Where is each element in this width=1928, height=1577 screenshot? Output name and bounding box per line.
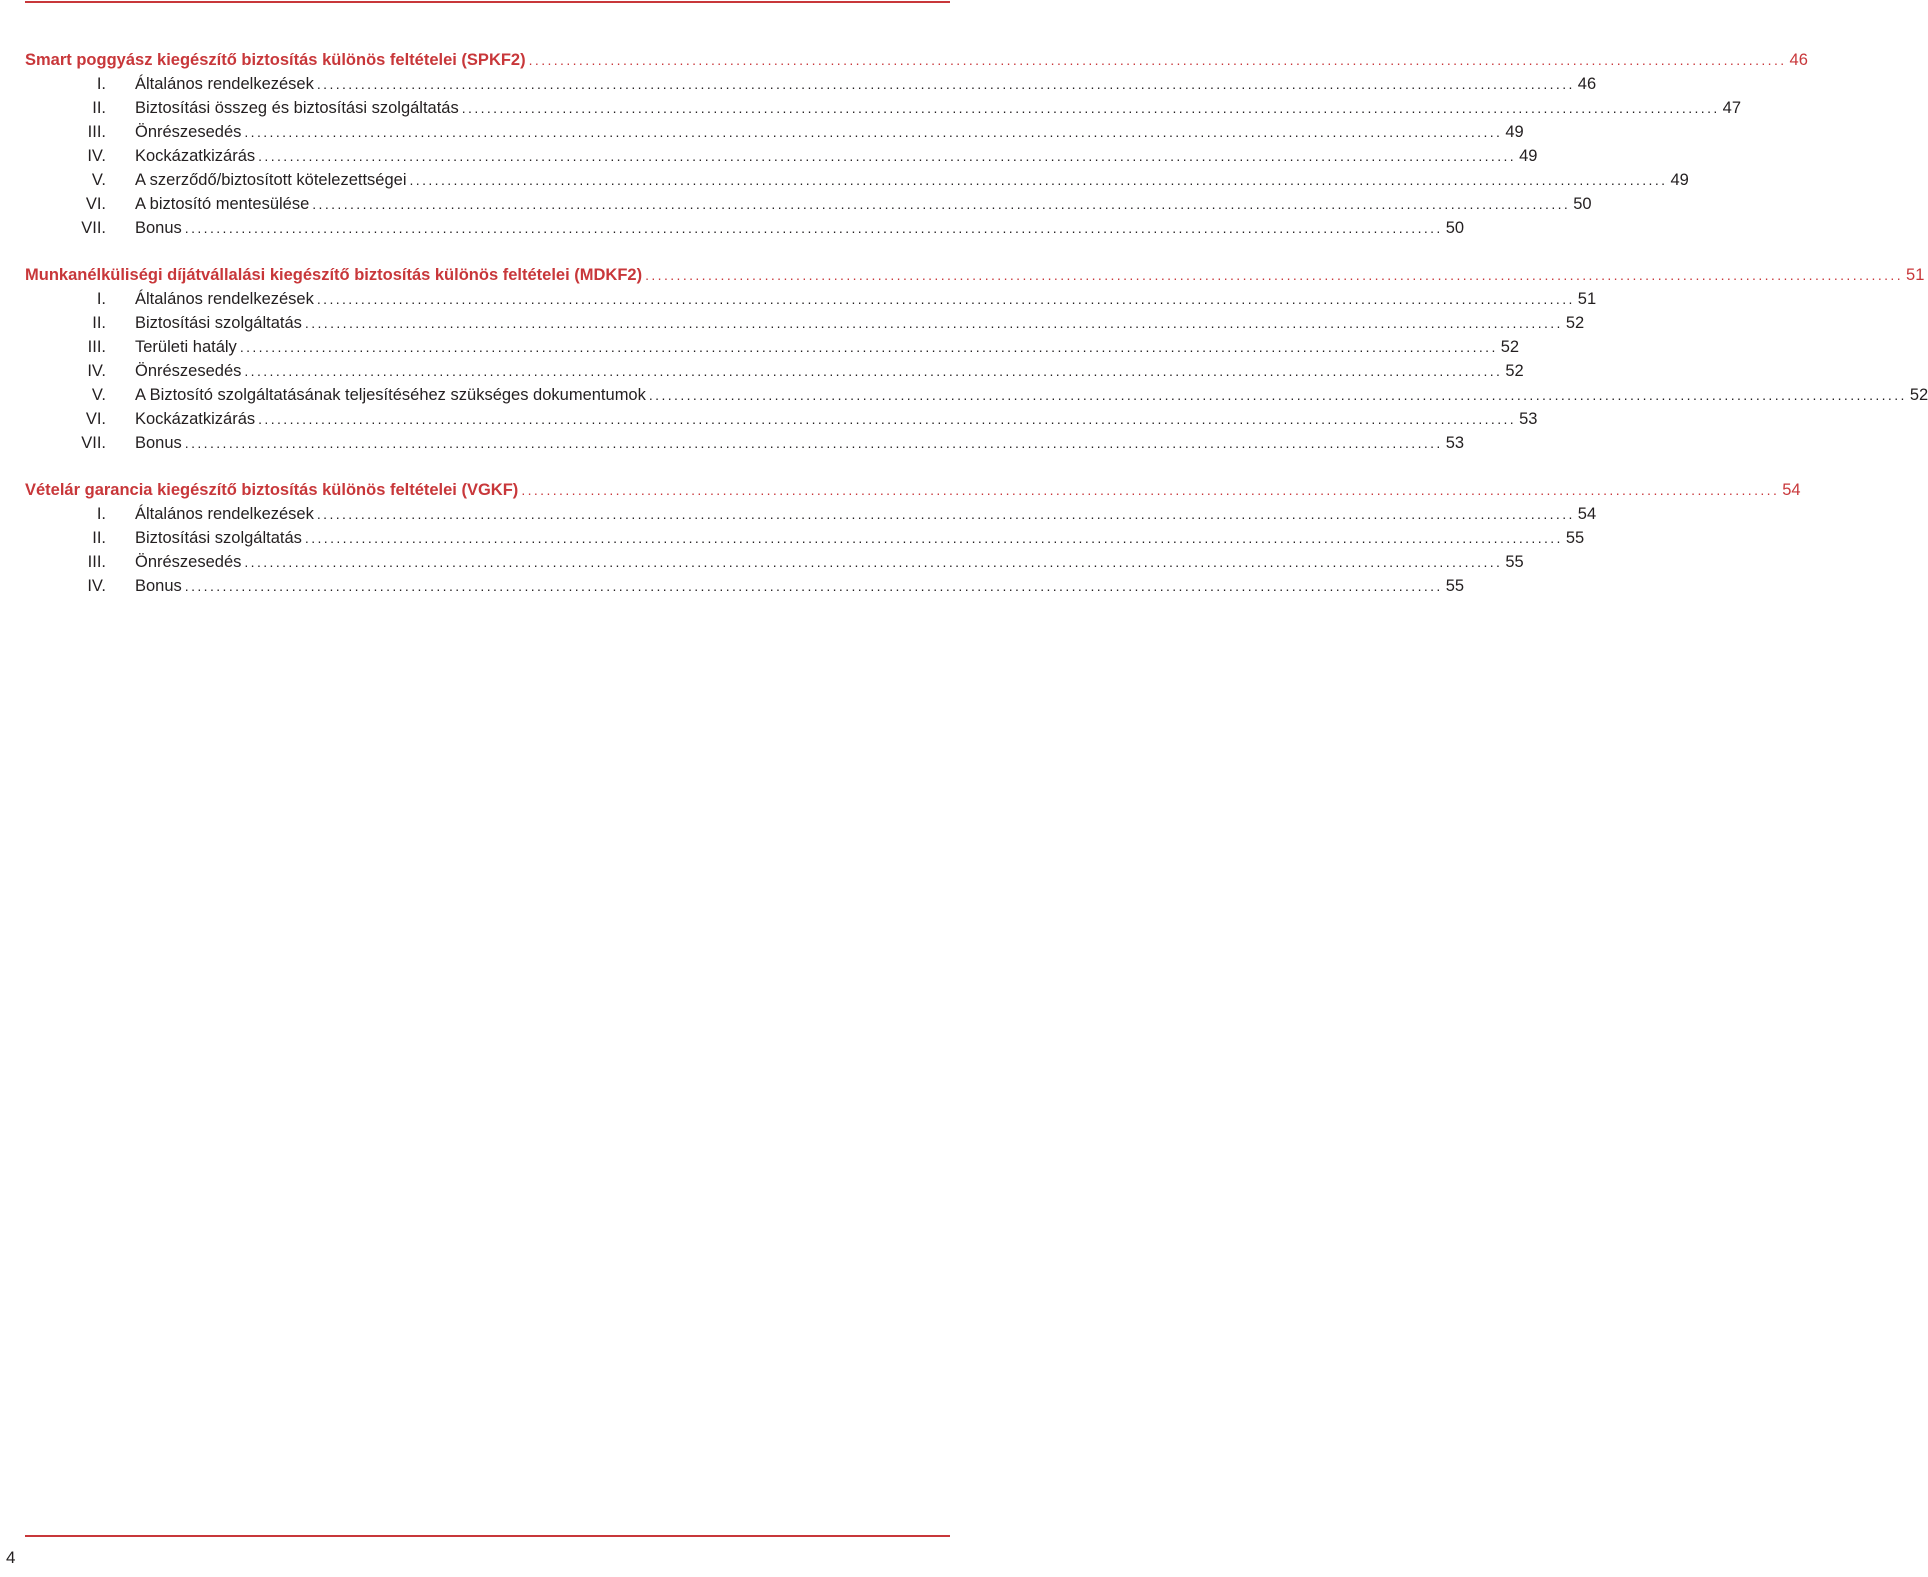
- toc-item-numeral: V.: [91, 386, 106, 404]
- toc-page-number: 52: [1505, 362, 1524, 380]
- toc-page-number: 54: [1577, 505, 1597, 523]
- toc-item[interactable]: [25, 431, 1465, 455]
- page-number: 4: [6, 1548, 16, 1567]
- toc-item[interactable]: [25, 287, 1597, 311]
- toc-item-label: Általános rendelkezések: [135, 505, 314, 523]
- toc-section-heading[interactable]: [25, 48, 1808, 72]
- toc-page-number: 51: [1577, 290, 1597, 308]
- top-rule: [25, 1, 950, 3]
- toc-item-label: A biztosító mentesülése: [135, 195, 310, 213]
- toc-item-numeral: I.: [96, 75, 106, 93]
- toc-item-numeral: IV.: [87, 147, 106, 165]
- toc-page-number: 46: [1577, 75, 1597, 93]
- toc-page-number: 53: [1519, 410, 1538, 428]
- leader-dots: ........................................................................................................................................................................................................: [316, 76, 1575, 92]
- toc-item-label: Bonus: [135, 434, 182, 452]
- toc-section-title: Vételár garancia kiegészítő biztosítás különös feltételei (VGKF): [25, 481, 519, 499]
- toc-section-vgkf: [25, 478, 1801, 598]
- toc-item-label: Általános rendelkezések: [135, 290, 314, 308]
- leader-dots: ........................................................................................................................................................................................................: [184, 220, 1443, 236]
- toc-item[interactable]: [25, 335, 1520, 359]
- leader-dots: ........................................................................................................................................................................................................: [184, 435, 1443, 451]
- toc-item[interactable]: [25, 192, 1592, 216]
- toc-item[interactable]: [25, 168, 1689, 192]
- leader-dots: ........................................................................................................................................................................................................: [244, 554, 1503, 570]
- toc-section-title: Munkanélküliségi díjátvállalási kiegészítő biztosítás különös feltételei (MDKF2): [25, 266, 643, 284]
- toc-page-number: 47: [1722, 99, 1742, 117]
- toc-item[interactable]: [25, 526, 1585, 550]
- toc-page-number: 49: [1519, 147, 1538, 165]
- leader-dots: ........................................................................................................................................................................................................: [244, 124, 1503, 140]
- toc-item-numeral: I.: [96, 290, 106, 308]
- leader-dots: ........................................................................................................................................................................................................: [648, 387, 1907, 403]
- toc-item[interactable]: [25, 216, 1465, 240]
- toc-item[interactable]: [25, 550, 1524, 574]
- toc-item-label: A Biztosító szolgáltatásának teljesítéséhez szükséges dokumentumok: [135, 386, 646, 404]
- leader-dots: ........................................................................................................................................................................................................: [316, 291, 1575, 307]
- toc-item[interactable]: [25, 311, 1585, 335]
- toc-page-number: 49: [1670, 171, 1689, 189]
- toc-item-numeral: VII.: [81, 434, 106, 452]
- leader-dots: ........................................................................................................................................................................................................: [304, 315, 1563, 331]
- toc-item-label: Bonus: [135, 577, 182, 595]
- leader-dots: ........................................................................................................................................................................................................: [409, 172, 1668, 188]
- toc-item-label: Bonus: [135, 219, 182, 237]
- toc-item-numeral: I.: [96, 505, 106, 523]
- toc-item-label: Önrészesedés: [135, 123, 242, 141]
- toc-item-numeral: V.: [91, 171, 106, 189]
- toc-item-label: Biztosítási összeg és biztosítási szolgáltatás: [135, 99, 459, 117]
- toc-item[interactable]: [25, 72, 1597, 96]
- toc-section-mdkf2: [25, 263, 1928, 455]
- toc-page-number: 50: [1445, 219, 1465, 237]
- toc-page-number: 55: [1565, 529, 1585, 547]
- leader-dots: ........................................................................................................................................................................................................: [304, 530, 1563, 546]
- toc-section-heading[interactable]: [25, 478, 1801, 502]
- toc-item-label: Kockázatkizárás: [135, 410, 256, 428]
- toc-section-spkf2: [25, 48, 1808, 240]
- table-of-contents: [25, 48, 1928, 621]
- leader-dots: ........................................................................................................................................................................................................: [645, 267, 1904, 283]
- toc-page-number: 55: [1505, 553, 1524, 571]
- leader-dots: ........................................................................................................................................................................................................: [244, 363, 1503, 379]
- toc-item-numeral: VII.: [81, 219, 106, 237]
- toc-section-heading[interactable]: [25, 263, 1925, 287]
- toc-page-number: 55: [1445, 577, 1465, 595]
- toc-item-numeral: II.: [92, 314, 106, 332]
- toc-item-label: A szerződő/biztosított kötelezettségei: [135, 171, 407, 189]
- toc-item[interactable]: [25, 502, 1597, 526]
- toc-item-numeral: III.: [87, 553, 106, 571]
- toc-item[interactable]: [25, 96, 1742, 120]
- toc-item-label: Általános rendelkezések: [135, 75, 314, 93]
- toc-item-label: Kockázatkizárás: [135, 147, 256, 165]
- leader-dots: ........................................................................................................................................................................................................: [521, 482, 1780, 498]
- toc-page-number: 54: [1782, 481, 1801, 499]
- toc-page-number: 46: [1789, 51, 1808, 69]
- toc-section-title: Smart poggyász kiegészítő biztosítás különös feltételei (SPKF2): [25, 51, 526, 69]
- leader-dots: ........................................................................................................................................................................................................: [184, 578, 1443, 594]
- leader-dots: ........................................................................................................................................................................................................: [258, 148, 1517, 164]
- toc-page-number: 52: [1565, 314, 1585, 332]
- toc-item[interactable]: [25, 383, 1928, 407]
- toc-item[interactable]: [25, 407, 1538, 431]
- bottom-rule: [25, 1535, 950, 1537]
- toc-item-label: Biztosítási szolgáltatás: [135, 529, 302, 547]
- toc-item[interactable]: [25, 144, 1538, 168]
- leader-dots: ........................................................................................................................................................................................................: [316, 506, 1575, 522]
- leader-dots: ........................................................................................................................................................................................................: [528, 52, 1787, 68]
- toc-page-number: 53: [1445, 434, 1465, 452]
- toc-item-label: Önrészesedés: [135, 362, 242, 380]
- toc-item[interactable]: [25, 574, 1465, 598]
- toc-item-numeral: IV.: [87, 362, 106, 380]
- toc-page-number: 49: [1505, 123, 1524, 141]
- toc-item-label: Biztosítási szolgáltatás: [135, 314, 302, 332]
- toc-item-numeral: III.: [87, 338, 106, 356]
- toc-item-numeral: II.: [92, 99, 106, 117]
- toc-item-numeral: VI.: [85, 195, 106, 213]
- leader-dots: ........................................................................................................................................................................................................: [461, 100, 1720, 116]
- toc-item-label: Önrészesedés: [135, 553, 242, 571]
- toc-page-number: 52: [1909, 386, 1928, 404]
- toc-item-numeral: IV.: [87, 577, 106, 595]
- toc-page-number: 51: [1906, 266, 1925, 284]
- toc-page-number: 52: [1500, 338, 1520, 356]
- toc-item[interactable]: [25, 120, 1524, 144]
- toc-item-numeral: II.: [92, 529, 106, 547]
- toc-item-numeral: III.: [87, 123, 106, 141]
- toc-page-number: 50: [1573, 195, 1592, 213]
- leader-dots: ........................................................................................................................................................................................................: [258, 411, 1517, 427]
- leader-dots: ........................................................................................................................................................................................................: [239, 339, 1498, 355]
- toc-item[interactable]: [25, 359, 1524, 383]
- toc-item-numeral: VI.: [85, 410, 106, 428]
- toc-item-label: Területi hatály: [135, 338, 237, 356]
- leader-dots: ........................................................................................................................................................................................................: [312, 196, 1571, 212]
